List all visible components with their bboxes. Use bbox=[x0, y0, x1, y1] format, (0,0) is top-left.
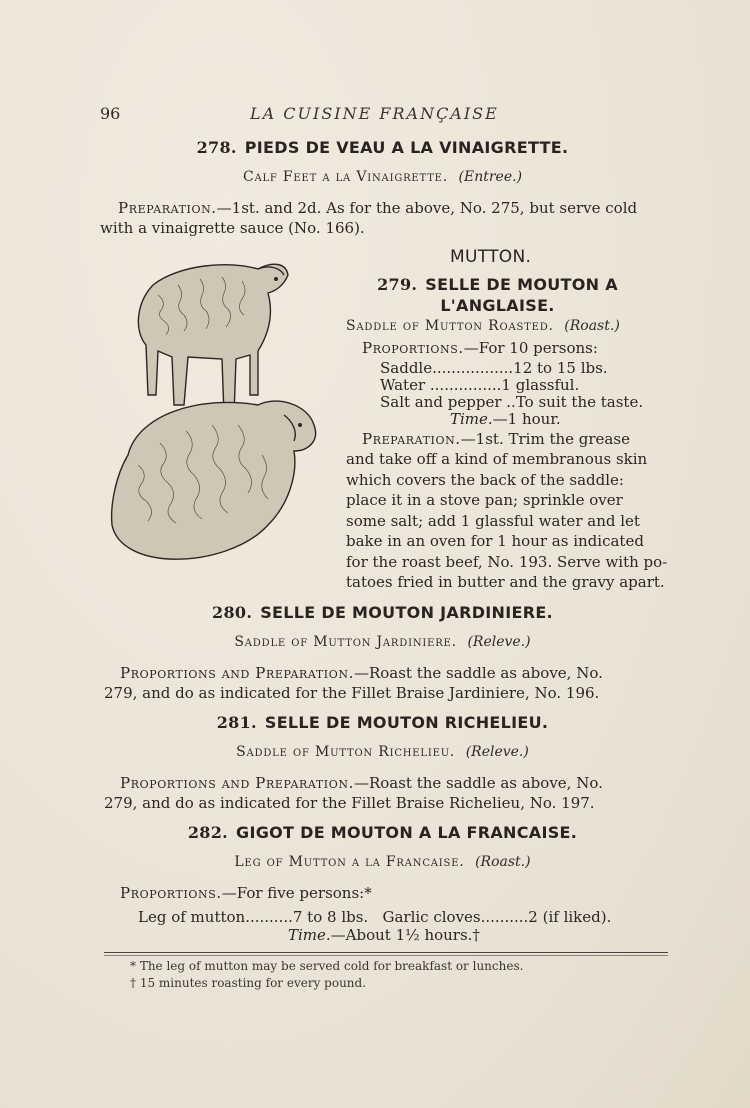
ingredient-line: Leg of mutton..........7 to 8 lbs. Garlic cloves..........2 (if liked). bbox=[138, 908, 612, 926]
ingredient-line: Saddle.................12 to 15 lbs. bbox=[380, 359, 608, 377]
prep-line: some salt; add 1 glassful water and let bbox=[346, 512, 640, 530]
prep-text: —Roast the saddle as above, No. bbox=[353, 774, 603, 792]
proportions-label: Proportions. bbox=[362, 339, 464, 357]
prep-text: —Roast the saddle as above, No. bbox=[353, 664, 603, 682]
ingredient-line: Water ...............1 glassful. bbox=[380, 376, 580, 394]
proportions-text: —For 10 persons: bbox=[463, 339, 598, 357]
sheep-illustration bbox=[108, 255, 322, 567]
recipe-english-name: Calf Feet a la Vinaigrette. bbox=[242, 169, 449, 185]
recipe-280-prep-line-1 bbox=[120, 663, 603, 683]
footnote-rule bbox=[104, 952, 668, 953]
time-value: —About 1½ hours.† bbox=[330, 926, 480, 944]
recipe-281-prep-line-1 bbox=[120, 773, 603, 793]
recipe-number: 281. bbox=[216, 713, 257, 732]
prep-label: Preparation. bbox=[362, 430, 461, 448]
recipe-281-prep-line-2: 279, and do as indicated for the Fillet Braise Richelieu, No. 197. bbox=[104, 794, 595, 812]
recipe-english-name: Saddle of Mutton Jardiniere. bbox=[234, 634, 457, 650]
recipe-280-prep-line-2: 279, and do as indicated for the Fillet Braise Jardiniere, No. 196. bbox=[104, 684, 600, 702]
recipe-title: SELLE DE MOUTON JARDINIERE. bbox=[260, 603, 553, 622]
recipe-278-prep-line-2: with a vinaigrette sauce (No. 166). bbox=[100, 219, 365, 237]
recipe-278-prep-line-1 bbox=[118, 198, 637, 218]
prep-line: which covers the back of the saddle: bbox=[346, 471, 624, 489]
page-number: 96 bbox=[100, 104, 121, 123]
time-value: —1 hour. bbox=[492, 410, 561, 428]
recipe-number: 278. bbox=[196, 138, 237, 157]
recipe-282-proportions bbox=[120, 883, 372, 903]
recipe-english-name: Saddle of Mutton Richelieu. bbox=[236, 744, 456, 760]
recipe-title: SELLE DE MOUTON RICHELIEU. bbox=[264, 713, 549, 732]
recipe-280-heading bbox=[100, 603, 665, 622]
recipe-282-subtitle bbox=[100, 854, 665, 870]
recipe-281-heading bbox=[100, 713, 665, 732]
recipe-280-subtitle bbox=[100, 634, 665, 650]
proportions-label: Proportions. bbox=[120, 884, 222, 902]
recipe-282-heading bbox=[100, 823, 665, 842]
ingredient-line: Salt and pepper ..To suit the taste. bbox=[380, 393, 644, 411]
recipe-279-time bbox=[450, 409, 561, 429]
recipe-title-line-1: SELLE DE MOUTON A bbox=[425, 275, 618, 294]
recipe-279-heading-line-2: L'ANGLAISE. bbox=[440, 296, 555, 315]
recipe-278-subtitle bbox=[100, 169, 665, 185]
time-label: Time. bbox=[450, 410, 493, 428]
recipe-title: PIEDS DE VEAU A LA VINAIGRETTE. bbox=[244, 138, 569, 157]
prep-label: Proportions and Preparation. bbox=[120, 774, 354, 792]
recipe-title: GIGOT DE MOUTON A LA FRANCAISE. bbox=[236, 823, 578, 842]
time-label: Time. bbox=[288, 926, 331, 944]
recipe-282-time bbox=[288, 925, 480, 945]
recipe-course: (Entree.) bbox=[458, 169, 523, 185]
recipe-279-proportions bbox=[362, 338, 598, 358]
running-title: LA CUISINE FRANÇAISE bbox=[250, 104, 499, 123]
recipe-english-name: Leg of Mutton a la Francaise. bbox=[234, 854, 465, 870]
recipe-number: 282. bbox=[187, 823, 229, 842]
prep-label: Proportions and Preparation. bbox=[120, 664, 354, 682]
prep-line: bake in an oven for 1 hour as indicated bbox=[346, 532, 644, 550]
prep-text: —1st. and 2d. As for the above, No. 275, but serve cold bbox=[216, 199, 638, 217]
recipe-278-heading bbox=[100, 138, 665, 157]
prep-line: place it in a stove pan; sprinkle over bbox=[346, 491, 623, 509]
recipe-course: (Releve.) bbox=[465, 744, 529, 760]
recipe-number: 280. bbox=[212, 603, 253, 622]
prep-text: —1st. Trim the grease bbox=[460, 430, 630, 448]
recipe-course: (Roast.) bbox=[564, 318, 620, 334]
prep-line: and take off a kind of membranous skin bbox=[346, 450, 648, 468]
footnote: * The leg of mutton may be served cold for breakfast or lunches. bbox=[130, 959, 524, 973]
prep-line: tatoes fried in butter and the gravy apart. bbox=[346, 573, 665, 591]
prep-label: Preparation. bbox=[118, 199, 217, 217]
footnote-rule-double bbox=[104, 955, 668, 956]
proportions-text: —For five persons:* bbox=[221, 884, 372, 902]
recipe-course: (Roast.) bbox=[475, 854, 531, 870]
recipe-279-subtitle bbox=[346, 318, 620, 334]
recipe-279-heading bbox=[330, 275, 665, 294]
recipe-number: 279. bbox=[377, 275, 418, 294]
recipe-course: (Releve.) bbox=[467, 634, 531, 650]
footnote: † 15 minutes roasting for every pound. bbox=[130, 976, 367, 990]
recipe-281-subtitle bbox=[100, 744, 665, 760]
prep-line: for the roast beef, No. 193. Serve with po- bbox=[346, 553, 668, 571]
prep-line bbox=[362, 429, 630, 449]
section-title: MUTTON. bbox=[450, 247, 532, 267]
running-header bbox=[100, 104, 665, 128]
recipe-english-name: Saddle of Mutton Roasted. bbox=[346, 318, 554, 334]
